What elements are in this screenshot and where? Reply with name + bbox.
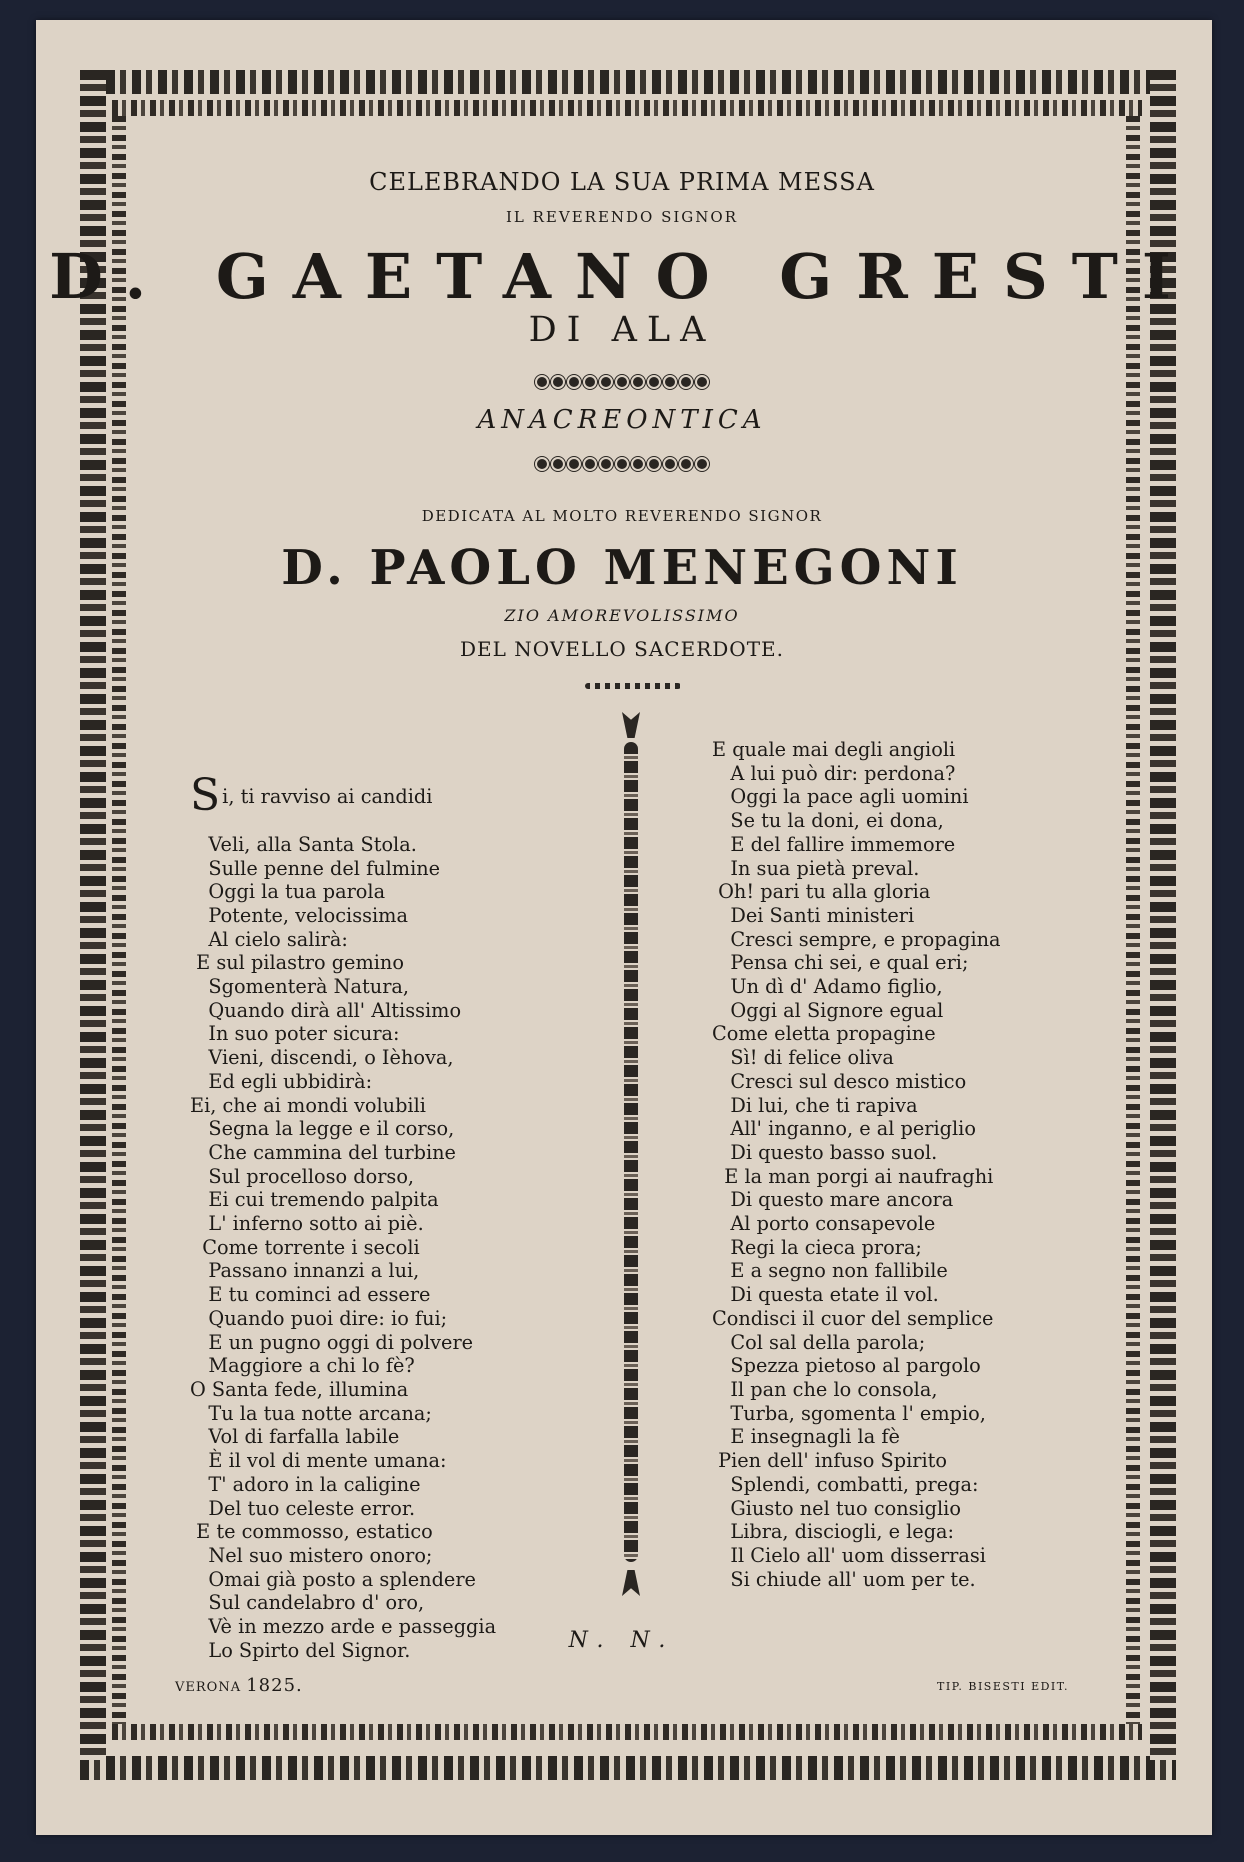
verse-line: Lo Spirto del Signor. bbox=[190, 1638, 411, 1662]
verse-line: Sul candelabro d' oro, bbox=[190, 1591, 425, 1615]
verse-line: Maggiore a chi lo fè? bbox=[190, 1354, 415, 1378]
ornament-rule-lower bbox=[0, 457, 1244, 471]
verse-line: Di questa etate il vol. bbox=[712, 1283, 939, 1307]
verse-line: Oh! pari tu alla gloria bbox=[712, 880, 931, 904]
verse-line: Che cammina del turbine bbox=[190, 1140, 456, 1164]
verse-line: Oggi al Signore egual bbox=[712, 998, 944, 1022]
verse-line: E quale mai degli angioli bbox=[712, 738, 956, 761]
dedicatee-name: D. PAOLO MENEGONI bbox=[281, 540, 963, 596]
verse-line: E tu cominci ad essere bbox=[190, 1283, 431, 1307]
dedication-line: DEDICATA AL MOLTO REVERENDO SIGNOR bbox=[421, 507, 823, 525]
verse-line: Quando puoi dire: io fui; bbox=[190, 1306, 448, 1330]
verse-line: È il vol di mente umana: bbox=[190, 1449, 447, 1473]
verse-line: Cresci sempre, e propagina bbox=[712, 927, 1001, 951]
drop-cap: S bbox=[190, 770, 221, 822]
verse-line: In suo poter sicura: bbox=[190, 1022, 400, 1046]
poem-column-left bbox=[190, 738, 496, 1662]
poem-genre: ANACREONTICA bbox=[477, 405, 767, 435]
ornamental-border-bottom bbox=[80, 1756, 1176, 1780]
verse-line: Splendi, combatti, prega: bbox=[712, 1472, 979, 1496]
column-divider-ornament bbox=[620, 712, 642, 1597]
ornament-rule-upper bbox=[0, 375, 1244, 389]
verse-line: O Santa fede, illumina bbox=[190, 1377, 409, 1401]
verse-line: Omai già posto a splendere bbox=[190, 1567, 476, 1591]
verse-line: Del tuo celeste error. bbox=[190, 1496, 416, 1520]
dash-ornament bbox=[585, 683, 681, 689]
poem-column-right bbox=[712, 738, 1001, 1591]
verse-line: Sì! di felice oliva bbox=[712, 1046, 894, 1070]
verse-line: Ei, che ai mondi volubili bbox=[190, 1093, 426, 1117]
verse-line: Dei Santi ministeri bbox=[712, 903, 915, 927]
verse-line: Potente, velocissima bbox=[190, 903, 408, 927]
verse-line: L' inferno sotto ai piè. bbox=[190, 1212, 424, 1236]
verse-line: Condisci il cuor del semplice bbox=[712, 1306, 994, 1330]
verse-line: Il pan che lo consola, bbox=[712, 1377, 938, 1401]
verse-line: Quando dirà all' Altissimo bbox=[190, 998, 462, 1022]
verse-line: Al cielo salirà: bbox=[190, 927, 348, 951]
verse-line: E sul pilastro gemino bbox=[190, 951, 404, 975]
verse-line: E la man porgi ai naufraghi bbox=[712, 1164, 994, 1188]
relation-line-1: ZIO AMOREVOLISSIMO bbox=[504, 606, 740, 625]
imprint-year: 1825. bbox=[246, 1675, 303, 1696]
imprint-city: VERONA bbox=[175, 1680, 242, 1695]
verse-line: T' adoro in la caligine bbox=[190, 1472, 421, 1496]
rosette-chain bbox=[624, 742, 638, 1562]
ornamental-border-top-inner bbox=[112, 100, 1142, 116]
verse-line: Di questo basso suol. bbox=[712, 1140, 938, 1164]
verse-line: Regi la cieca prora; bbox=[712, 1235, 922, 1259]
verse-line: Segna la legge e il corso, bbox=[190, 1117, 455, 1141]
verse-line: Il Cielo all' uom disserrasi bbox=[712, 1543, 986, 1567]
fleuron-bottom-icon bbox=[622, 1570, 640, 1596]
verse-line: E a segno non fallibile bbox=[712, 1259, 948, 1283]
verse-line: Ed egli ubbidirà: bbox=[190, 1069, 373, 1093]
title-prefix-line: IL REVERENDO SIGNOR bbox=[505, 208, 739, 226]
verse-line: Pien dell' infuso Spirito bbox=[712, 1449, 947, 1473]
honoree-place: DI ALA bbox=[528, 310, 716, 350]
verse-line: Di lui, che ti rapiva bbox=[712, 1093, 918, 1117]
ornamental-border-right-inner bbox=[1126, 116, 1140, 1724]
imprint-place-date bbox=[175, 1675, 303, 1696]
honoree-name: D. GAETANO GRESTI bbox=[49, 240, 1195, 313]
verse-line: Libra, disciogli, e lega: bbox=[712, 1520, 955, 1544]
ornamental-border-left-inner bbox=[112, 116, 126, 1724]
verse-line: E te commosso, estatico bbox=[190, 1520, 433, 1544]
verse-line: Si, ti ravviso ai candidi bbox=[190, 770, 433, 822]
verse-line: Vieni, discendi, o Ièhova, bbox=[190, 1046, 454, 1070]
verse-line: Un dì d' Adamo figlio, bbox=[712, 975, 943, 999]
verse-line: All' inganno, e al periglio bbox=[712, 1117, 976, 1141]
verse-line: Col sal della parola; bbox=[712, 1330, 926, 1354]
verse-line: Spezza pietoso al pargolo bbox=[712, 1354, 981, 1378]
verse-line: Pensa chi sei, e qual eri; bbox=[712, 951, 969, 975]
verse-line: Vè in mezzo arde e passeggia bbox=[190, 1615, 497, 1639]
fleuron-top-icon bbox=[622, 712, 640, 738]
verse-line: Ei cui tremendo palpita bbox=[190, 1188, 439, 1212]
verse-line: Cresci sul desco mistico bbox=[712, 1069, 967, 1093]
verse-line: Come eletta propagine bbox=[712, 1022, 936, 1046]
verse-line: E del fallire immemore bbox=[712, 832, 956, 856]
relation-line-2: DEL NOVELLO SACERDOTE. bbox=[459, 637, 784, 661]
verse-line: A lui può dir: perdona? bbox=[712, 761, 956, 785]
verse-line: Sulle penne del fulmine bbox=[190, 856, 441, 880]
author-signature: N. N. bbox=[568, 1628, 676, 1653]
verse-line: Vol di farfalla labile bbox=[190, 1425, 400, 1449]
verse-line: Sgomenterà Natura, bbox=[190, 975, 410, 999]
verse-line: E insegnagli la fè bbox=[712, 1425, 900, 1449]
verse-line: Giusto nel tuo consiglio bbox=[712, 1496, 961, 1520]
verse-line: Di questo mare ancora bbox=[712, 1188, 954, 1212]
ornamental-border-bottom-inner bbox=[112, 1724, 1142, 1740]
occasion-line: CELEBRANDO LA SUA PRIMA MESSA bbox=[369, 168, 875, 196]
verse-line: In sua pietà preval. bbox=[712, 856, 920, 880]
verse-line: Si chiude all' uom per te. bbox=[712, 1567, 976, 1591]
verse-line: Oggi la pace agli uomini bbox=[712, 785, 969, 809]
verse-line: Sul procelloso dorso, bbox=[190, 1164, 415, 1188]
verse-line: Veli, alla Santa Stola. bbox=[190, 832, 417, 856]
printer-imprint: TIP. BISESTI EDIT. bbox=[937, 1680, 1069, 1693]
verse-line: E un pugno oggi di polvere bbox=[190, 1330, 474, 1354]
verse-line: Turba, sgomenta l' empio, bbox=[712, 1401, 986, 1425]
verse-line: Come torrente i secoli bbox=[190, 1235, 420, 1259]
verse-line: Tu la tua notte arcana; bbox=[190, 1401, 432, 1425]
verse-line: Oggi la tua parola bbox=[190, 880, 386, 904]
verse-line: Se tu la doni, ei dona, bbox=[712, 809, 944, 833]
verse-line: Al porto consapevole bbox=[712, 1212, 936, 1236]
ornamental-border-top bbox=[80, 70, 1176, 94]
verse-line: Passano innanzi a lui, bbox=[190, 1259, 420, 1283]
verse-line: Nel suo mistero onoro; bbox=[190, 1543, 433, 1567]
